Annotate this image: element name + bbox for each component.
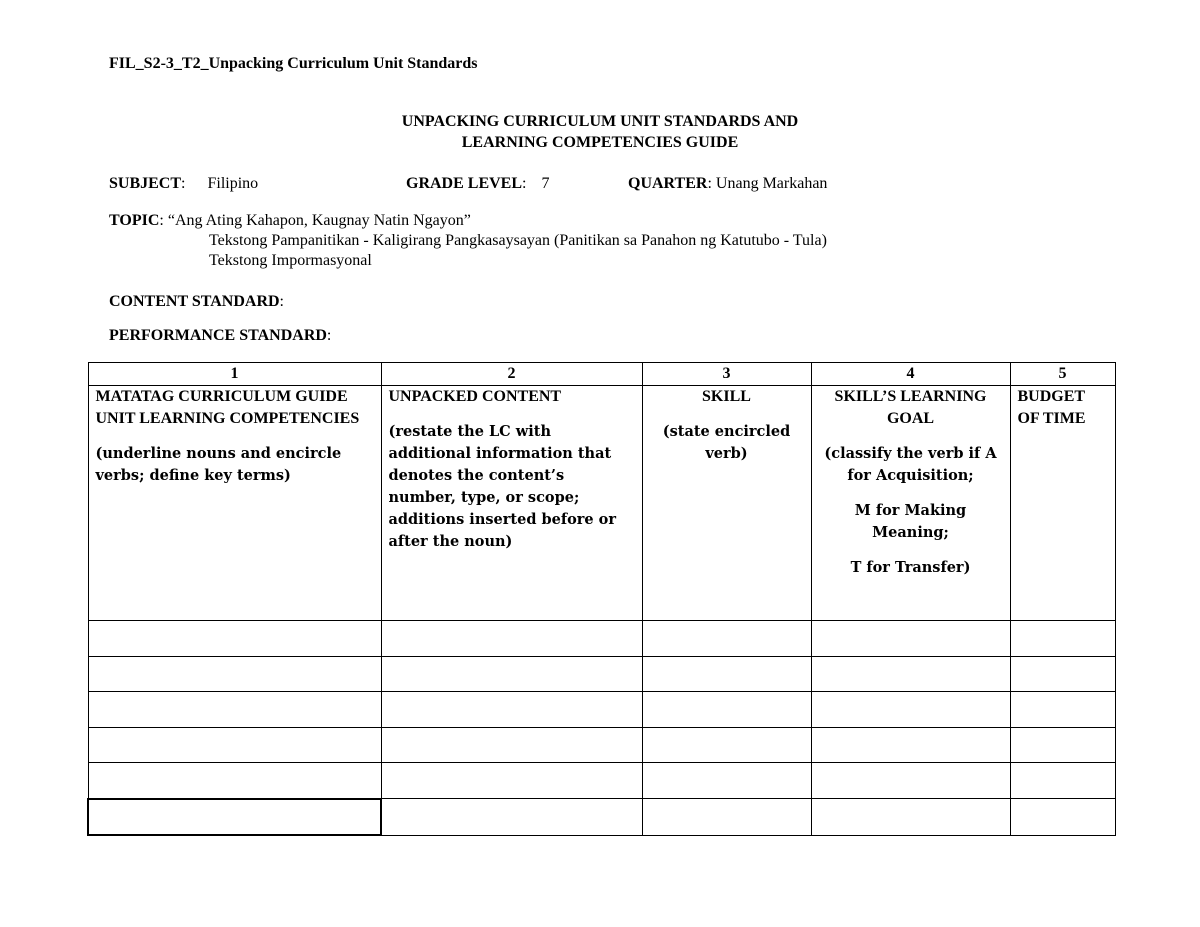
table-cell[interactable] (1010, 656, 1115, 692)
column-number-4: 4 (811, 363, 1010, 386)
page-title (0, 111, 1200, 153)
table-row (88, 621, 1115, 657)
table-cell[interactable] (381, 692, 642, 728)
header-learning-goal-title: SKILL’S LEARNING GOAL (834, 388, 987, 427)
header-competencies-note: (underline nouns and encircle verbs; define key terms) (95, 445, 342, 484)
content-standard-label: CONTENT STANDARD (109, 293, 280, 310)
column-number-3: 3 (642, 363, 811, 386)
table-cell[interactable] (381, 621, 642, 657)
table-row (88, 727, 1115, 763)
table-cell[interactable] (642, 763, 811, 799)
header-learning-goal-note-2: M for Making Meaning; (854, 502, 967, 541)
table-cell[interactable] (381, 799, 642, 836)
table-cell[interactable] (88, 763, 381, 799)
content-standard: CONTENT STANDARD: (109, 293, 284, 310)
table-cell-selected[interactable] (88, 799, 381, 836)
table-cell[interactable] (811, 763, 1010, 799)
topic-section: TOPIC: “Ang Ating Kahapon, Kaugnay Natin Ngayon” Tekstong Pampanitikan - Kaligirang Pangkasaysayan (Panitikan sa Panahon ng Katutubo - Tula) Tekstong Impormasyonal (109, 212, 827, 269)
grade-level-value: 7 (541, 175, 550, 192)
header-learning-goal-note: (classify the verb if A for Acquisition; (824, 445, 997, 484)
header-budget-of-time-title: BUDGET OF TIME (1017, 388, 1086, 427)
table-cell[interactable] (811, 692, 1010, 728)
performance-standard-label: PERFORMANCE STANDARD (109, 327, 327, 344)
table-row (88, 763, 1115, 799)
table-cell[interactable] (642, 621, 811, 657)
table-cell[interactable] (642, 799, 811, 836)
subject-field: SUBJECT: Filipino (109, 175, 259, 192)
header-skill-title: SKILL (702, 388, 751, 405)
document-id: FIL_S2-3_T2_Unpacking Curriculum Unit Standards (109, 55, 478, 72)
quarter-field: QUARTER: Unang Markahan (628, 175, 828, 192)
column-number-5: 5 (1010, 363, 1115, 386)
grade-level-label: GRADE LEVEL (406, 175, 523, 192)
table-cell[interactable] (381, 656, 642, 692)
table-cell[interactable] (1010, 621, 1115, 657)
header-competencies-title: MATATAG CURRICULUM GUIDE UNIT LEARNING COMPETENCIES (95, 388, 360, 427)
table-cell[interactable] (811, 621, 1010, 657)
header-learning-goal (811, 386, 1010, 621)
title-line-1: UNPACKING CURRICULUM UNIT STANDARDS AND (401, 113, 799, 130)
topic-sub-1: Tekstong Pampanitikan - Kaligirang Pangkasaysayan (Panitikan sa Panahon ng Katutubo - Tula) (209, 232, 827, 249)
table-row (88, 656, 1115, 692)
header-unpacked-content-title: UNPACKED CONTENT (388, 388, 562, 405)
table-cell[interactable] (1010, 692, 1115, 728)
table-cell[interactable] (642, 656, 811, 692)
performance-standard: PERFORMANCE STANDARD: (109, 327, 332, 344)
column-header-row (88, 386, 1115, 621)
topic-sub-2: Tekstong Impormasyonal (209, 252, 372, 269)
column-number-2: 2 (381, 363, 642, 386)
column-number-1: 1 (88, 363, 381, 386)
table-row (88, 692, 1115, 728)
quarter-value: Unang Markahan (715, 175, 828, 192)
header-unpacked-content (381, 386, 642, 621)
topic-label: TOPIC (109, 212, 160, 229)
topic-value: “Ang Ating Kahapon, Kaugnay Natin Ngayon” (167, 212, 471, 229)
table-cell[interactable] (88, 656, 381, 692)
subject-label: SUBJECT (109, 175, 182, 192)
table-cell[interactable] (1010, 799, 1115, 836)
header-learning-goal-note-3: T for Transfer) (850, 559, 971, 576)
header-unpacked-content-note: (restate the LC with additional information that denotes the content’s number, type, or scope; additions inserted before or after the noun) (388, 423, 616, 550)
table-cell[interactable] (88, 621, 381, 657)
table-row (88, 799, 1115, 836)
grade-level-field: GRADE LEVEL: 7 (406, 175, 550, 192)
table-cell[interactable] (642, 692, 811, 728)
table-cell[interactable] (1010, 763, 1115, 799)
table-cell[interactable] (811, 727, 1010, 763)
header-competencies (88, 386, 381, 621)
header-budget-of-time (1010, 386, 1115, 621)
title-line-2: LEARNING COMPETENCIES GUIDE (461, 134, 739, 151)
table-cell[interactable] (811, 799, 1010, 836)
table-cell[interactable] (381, 763, 642, 799)
quarter-label: QUARTER (628, 175, 708, 192)
table-cell[interactable] (642, 727, 811, 763)
table-cell[interactable] (381, 727, 642, 763)
column-number-row (88, 363, 1115, 386)
header-skill-note: (state encircled verb) (662, 423, 791, 462)
table-cell[interactable] (1010, 727, 1115, 763)
table-cell[interactable] (88, 692, 381, 728)
table-cell[interactable] (811, 656, 1010, 692)
subject-value: Filipino (207, 175, 259, 192)
competencies-table (87, 362, 1116, 836)
header-skill (642, 386, 811, 621)
table-cell[interactable] (88, 727, 381, 763)
